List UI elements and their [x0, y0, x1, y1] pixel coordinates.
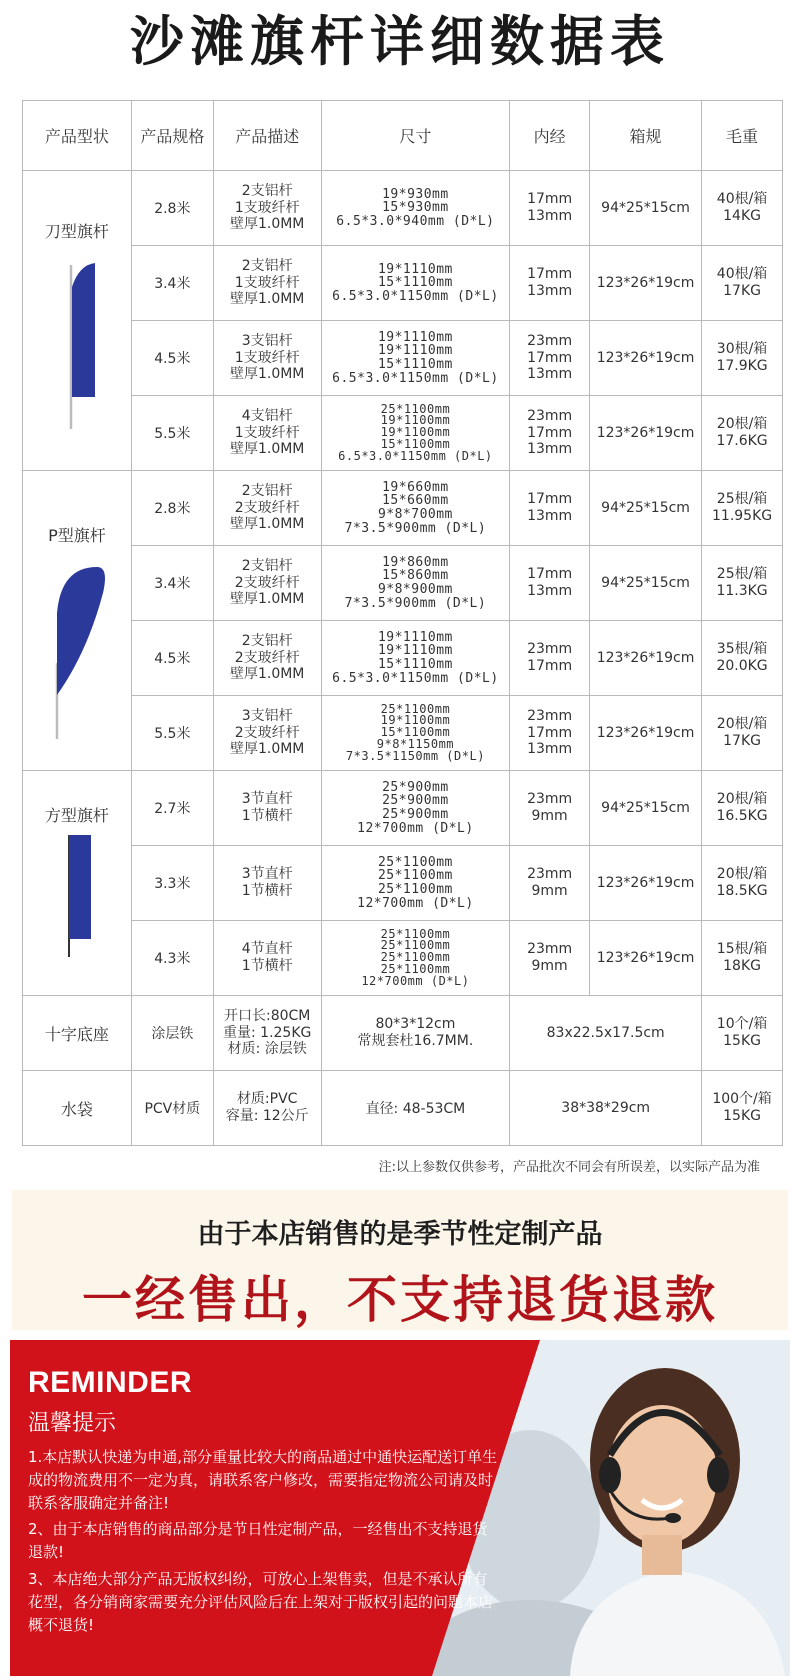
- size-cell-line: 19*1110mm: [377, 261, 453, 277]
- table-row: [23, 846, 783, 921]
- desc-cell-line: 2支玻纤杆: [234, 574, 300, 591]
- weight-cell: [702, 696, 783, 771]
- size-cell-line: 7*3.5*900mm (D*L): [344, 595, 487, 611]
- inner-cell-line: 23mm: [527, 407, 573, 424]
- weight-cell-line: 20根/箱: [716, 716, 768, 733]
- weight-cell-line: 17KG: [723, 733, 761, 749]
- inner-cell-line: 17mm: [527, 566, 573, 583]
- spec-cell: 2.8米: [131, 471, 213, 546]
- size-cell-line: 15*1110mm: [377, 357, 453, 372]
- weight-cell-line: 20根/箱: [716, 791, 768, 808]
- table-row: [23, 1071, 783, 1146]
- desc-cell-line: 开口长:80CM: [224, 1007, 311, 1024]
- inner-cell-line: 17mm: [527, 424, 573, 441]
- size-cell-line: 6.5*3.0*1150mm (D*L): [332, 288, 499, 304]
- footnote: 注:以上参数仅供参考，产品批次不同会有所误差，以实际产品为准: [378, 1160, 760, 1175]
- size-cell-line: 15*930mm: [382, 200, 449, 216]
- box-cell: 123*26*19cm: [590, 921, 702, 996]
- desc-cell-line: 3支铝杆: [241, 707, 293, 724]
- weight-cell: [702, 1071, 783, 1146]
- size-cell: [321, 471, 510, 546]
- size-cell-line: 6.5*3.0*1150mm (D*L): [332, 370, 499, 386]
- shape-cell: [23, 471, 132, 771]
- header-weight: 毛重: [702, 101, 783, 171]
- size-cell-line: 25*1100mm: [377, 882, 453, 897]
- size-cell-line: 25*900mm: [382, 807, 449, 822]
- desc-cell-line: 壁厚1.0MM: [229, 516, 305, 533]
- weight-cell-line: 40根/箱: [716, 266, 768, 283]
- inner-cell: [510, 321, 590, 396]
- desc-cell-line: 3支铝杆: [241, 332, 293, 349]
- weight-cell: [702, 396, 783, 471]
- size-cell-line: 25*1100mm: [380, 961, 451, 976]
- inner-cell-line: 9mm: [531, 808, 568, 824]
- box-cell: 123*26*19cm: [590, 246, 702, 321]
- inner-cell-line: 23mm: [527, 332, 573, 349]
- desc-cell-line: 1支玻纤杆: [234, 199, 300, 216]
- notice-subtitle: 由于本店销售的是季节性定制产品: [197, 1219, 603, 1250]
- inner-cell-line: 13mm: [527, 283, 573, 299]
- weight-cell-line: 10个/箱: [716, 1016, 768, 1033]
- shape-cell: 十字底座: [23, 996, 132, 1071]
- desc-cell-line: 3节直杆: [241, 791, 293, 808]
- reminder-banner: [10, 1340, 790, 1676]
- weight-cell-line: 17.9KG: [716, 358, 768, 374]
- size-cell-line: 15*1110mm: [377, 275, 453, 291]
- desc-cell: [213, 696, 321, 771]
- size-cell-line: 19*660mm: [382, 479, 449, 495]
- teardrop-flag-icon: [47, 563, 107, 743]
- size-cell-line: 15*860mm: [382, 568, 449, 584]
- box-cell: 123*26*19cm: [590, 696, 702, 771]
- size-cell-line: 15*1100mm: [380, 436, 451, 451]
- weight-cell-line: 100个/箱: [712, 1091, 772, 1108]
- size-cell-line: 25*1100mm: [380, 938, 451, 953]
- desc-cell-line: 重量: 1.25KG: [223, 1024, 312, 1041]
- inner-cell-line: 23mm: [527, 866, 573, 883]
- header-desc: 产品描述: [213, 101, 321, 171]
- inner-cell: [510, 171, 590, 246]
- weight-cell: [702, 546, 783, 621]
- box-cell: 123*26*19cm: [590, 846, 702, 921]
- weight-cell-line: 20根/箱: [716, 866, 768, 883]
- desc-cell-line: 壁厚1.0MM: [229, 216, 305, 233]
- rectangle-flag-icon: [57, 829, 97, 969]
- weight-cell: [702, 621, 783, 696]
- desc-cell-line: 壁厚1.0MM: [229, 666, 305, 683]
- box-cell: 123*26*19cm: [590, 621, 702, 696]
- size-cell-line: 12*700mm (D*L): [357, 820, 474, 836]
- desc-cell: [213, 396, 321, 471]
- box-cell: 123*26*19cm: [590, 321, 702, 396]
- weight-cell-line: 25根/箱: [716, 491, 768, 508]
- box-cell: 83x22.5x17.5cm: [510, 996, 702, 1071]
- no-return-notice: [12, 1190, 788, 1330]
- size-cell: [321, 171, 510, 246]
- inner-cell-line: 9mm: [531, 883, 568, 899]
- desc-cell: [213, 996, 321, 1071]
- weight-cell-line: 40根/箱: [716, 191, 768, 208]
- shape-name: 方型旗杆: [44, 806, 109, 825]
- spec-cell: 2.8米: [131, 171, 213, 246]
- weight-cell-line: 14KG: [723, 208, 761, 224]
- size-cell-line: 19*930mm: [382, 186, 449, 202]
- inner-cell-line: 23mm: [527, 941, 573, 958]
- size-cell: [321, 321, 510, 396]
- spec-cell: 2.7米: [131, 771, 213, 846]
- desc-cell: [213, 171, 321, 246]
- table-header-row: [23, 101, 783, 171]
- size-cell-line: 19*1110mm: [377, 343, 453, 359]
- shape-cell: [23, 171, 132, 471]
- desc-cell-line: 2支铝杆: [241, 632, 293, 649]
- inner-cell: [510, 771, 590, 846]
- inner-cell: [510, 396, 590, 471]
- size-cell-line: 19*1110mm: [377, 643, 453, 659]
- size-cell-line: 25*1100mm: [377, 854, 453, 870]
- table-row: [23, 321, 783, 396]
- inner-cell-line: 13mm: [527, 741, 573, 758]
- size-cell-line: 25*1100mm: [380, 401, 451, 416]
- size-cell-line: 19*1100mm: [380, 425, 451, 440]
- weight-cell: [702, 846, 783, 921]
- table-row: [23, 546, 783, 621]
- page-title: 沙滩旗杆详细数据表: [130, 10, 670, 73]
- weight-cell-line: 15根/箱: [716, 941, 768, 958]
- table-row: [23, 696, 783, 771]
- desc-cell-line: 2支玻纤杆: [234, 649, 300, 666]
- inner-cell-line: 17mm: [527, 658, 573, 674]
- size-cell-line: 19*860mm: [382, 554, 449, 570]
- size-cell: [321, 396, 510, 471]
- size-cell: [321, 846, 510, 921]
- inner-cell-line: 23mm: [527, 641, 573, 658]
- weight-cell-line: 20根/箱: [716, 416, 768, 433]
- inner-cell-line: 13mm: [527, 366, 573, 383]
- spec-table: [22, 100, 783, 1146]
- size-cell-line: 15*660mm: [382, 493, 449, 509]
- desc-cell-line: 2支铝杆: [241, 557, 293, 574]
- size-cell: [321, 771, 510, 846]
- inner-cell-line: 13mm: [527, 441, 573, 458]
- header-inner: 内经: [510, 101, 590, 171]
- inner-cell: [510, 621, 590, 696]
- inner-cell-line: 13mm: [527, 208, 573, 224]
- desc-cell-line: 1支玻纤杆: [234, 424, 300, 441]
- spec-cell: 5.5米: [131, 696, 213, 771]
- weight-cell: [702, 321, 783, 396]
- desc-cell-line: 1支玻纤杆: [234, 274, 300, 291]
- weight-cell: [702, 471, 783, 546]
- desc-cell-line: 3节直杆: [241, 866, 293, 883]
- desc-cell: [213, 546, 321, 621]
- reminder-item: 3、本店绝大部分产品无版权纠纷，可放心上架售卖，但是不承认所有花型，各分销商家需要充分评估风险后在上架对于版权引起的问题本店概不退货!: [28, 1570, 494, 1634]
- inner-cell: [510, 846, 590, 921]
- desc-cell: [213, 471, 321, 546]
- desc-cell: [213, 621, 321, 696]
- table-row: [23, 396, 783, 471]
- size-cell-line: 9*8*700mm: [377, 507, 453, 522]
- desc-cell-line: 壁厚1.0MM: [229, 741, 305, 758]
- desc-cell: [213, 321, 321, 396]
- size-cell-line: 19*1100mm: [380, 413, 451, 428]
- desc-cell-line: 2支玻纤杆: [234, 724, 300, 741]
- table-row: [23, 996, 783, 1071]
- shape-name: P型旗杆: [48, 526, 106, 545]
- desc-cell-line: 2支铝杆: [241, 182, 293, 199]
- inner-cell-line: 17mm: [527, 349, 573, 366]
- inner-cell-line: 17mm: [527, 491, 573, 508]
- box-cell: 94*25*15cm: [590, 546, 702, 621]
- desc-cell-line: 容量: 12公斤: [225, 1108, 309, 1124]
- size-cell: [321, 546, 510, 621]
- reminder-item: 2、由于本店销售的商品部分是节日性定制产品，一经售出不支持退货退款!: [28, 1520, 488, 1561]
- weight-cell-line: 17KG: [723, 283, 761, 299]
- size-cell-line: 25*900mm: [382, 779, 449, 795]
- table-row: [23, 471, 783, 546]
- weight-cell-line: 20.0KG: [716, 658, 768, 674]
- size-cell-line: 19*1110mm: [377, 629, 453, 645]
- desc-cell-line: 2支铝杆: [241, 257, 293, 274]
- weight-cell-line: 17.6KG: [716, 433, 768, 449]
- inner-cell: [510, 471, 590, 546]
- desc-cell-line: 壁厚1.0MM: [229, 441, 305, 458]
- size-cell-line: 25*1100mm: [377, 868, 453, 884]
- weight-cell-line: 18.5KG: [716, 883, 768, 899]
- shape-cell: 水袋: [23, 1071, 132, 1146]
- inner-cell-line: 23mm: [527, 791, 573, 808]
- desc-cell-line: 1节横杆: [241, 883, 293, 899]
- spec-cell: 4.5米: [131, 621, 213, 696]
- weight-cell-line: 18KG: [723, 958, 761, 974]
- notice-headline: 一经售出，不支持退货退款: [82, 1271, 718, 1329]
- spec-cell: 4.5米: [131, 321, 213, 396]
- desc-cell: [213, 846, 321, 921]
- inner-cell-line: 9mm: [531, 958, 568, 974]
- size-cell: [321, 996, 510, 1071]
- box-cell: 38*38*29cm: [510, 1071, 702, 1146]
- desc-cell-line: 4节直杆: [241, 941, 293, 958]
- table-row: [23, 621, 783, 696]
- size-cell-line: 12*700mm (D*L): [361, 973, 470, 988]
- weight-cell-line: 35根/箱: [716, 641, 768, 658]
- size-cell-line: 6.5*3.0*1150mm (D*L): [338, 448, 493, 463]
- weight-cell: [702, 771, 783, 846]
- size-cell-line: 12*700mm (D*L): [357, 895, 474, 911]
- reminder-title: REMINDER: [28, 1366, 193, 1399]
- weight-cell-line: 15KG: [723, 1108, 761, 1124]
- box-cell: 94*25*15cm: [590, 171, 702, 246]
- desc-cell: [213, 246, 321, 321]
- inner-cell-line: 13mm: [527, 508, 573, 524]
- weight-cell-line: 25根/箱: [716, 566, 768, 583]
- desc-cell: [213, 771, 321, 846]
- desc-cell-line: 2支铝杆: [241, 482, 293, 499]
- inner-cell: [510, 696, 590, 771]
- size-cell-line: 7*3.5*1150mm (D*L): [345, 748, 485, 763]
- feather-flag-icon: [57, 257, 97, 437]
- spec-cell: 4.3米: [131, 921, 213, 996]
- box-cell: 123*26*19cm: [590, 396, 702, 471]
- weight-cell-line: 11.95KG: [712, 508, 773, 524]
- size-cell-line: 9*8*1150mm: [376, 736, 455, 751]
- size-cell-line: 常规套杜16.7MM.: [357, 1033, 474, 1049]
- size-cell-line: 80*3*12cm: [375, 1016, 456, 1033]
- reminder-item: 1.本店默认快递为申通,部分重量比较大的商品通过中通快运配送订单生成的物流费用不一定为真，请联系客户修改，需要指定物流公司请及时联系客服确定并备注!: [28, 1448, 498, 1512]
- shape-cell: [23, 771, 132, 996]
- size-cell-line: 15*1110mm: [377, 657, 453, 672]
- spec-cell: 3.4米: [131, 546, 213, 621]
- size-cell-line: 19*1100mm: [380, 713, 451, 728]
- inner-cell-line: 13mm: [527, 583, 573, 599]
- table-row: [23, 246, 783, 321]
- size-cell-line: 25*1100mm: [380, 701, 451, 716]
- size-cell-line: 6.5*3.0*1150mm (D*L): [332, 670, 499, 686]
- size-cell-line: 9*8*900mm: [377, 582, 453, 597]
- desc-cell-line: 1节横杆: [241, 958, 293, 974]
- weight-cell: [702, 921, 783, 996]
- size-cell: [321, 246, 510, 321]
- spec-cell: PCV材质: [131, 1071, 213, 1146]
- desc-cell: [213, 921, 321, 996]
- spec-cell: 5.5米: [131, 396, 213, 471]
- size-cell-line: 6.5*3.0*940mm (D*L): [336, 213, 495, 229]
- desc-cell-line: 1支玻纤杆: [234, 349, 300, 366]
- size-cell: [321, 621, 510, 696]
- header-box: 箱规: [590, 101, 702, 171]
- size-cell-line: 15*1100mm: [380, 725, 451, 740]
- size-cell: [321, 696, 510, 771]
- table-row: [23, 921, 783, 996]
- desc-cell-line: 壁厚1.0MM: [229, 366, 305, 383]
- weight-cell-line: 30根/箱: [716, 341, 768, 358]
- header-shape: 产品型状: [23, 101, 132, 171]
- weight-cell: [702, 246, 783, 321]
- desc-cell-line: 材质:PVC: [236, 1091, 298, 1108]
- desc-cell-line: 1节横杆: [241, 808, 293, 824]
- header-size: 尺寸: [321, 101, 510, 171]
- shape-name: 刀型旗杆: [44, 222, 109, 241]
- size-cell-line: 25*900mm: [382, 793, 449, 809]
- inner-cell: [510, 246, 590, 321]
- desc-cell: [213, 1071, 321, 1146]
- inner-cell-line: 17mm: [527, 191, 573, 208]
- desc-cell-line: 材质: 涂层铁: [227, 1041, 307, 1058]
- spec-cell: 3.3米: [131, 846, 213, 921]
- spec-cell: 涂层铁: [131, 996, 213, 1071]
- header-spec: 产品规格: [131, 101, 213, 171]
- size-cell-line: 25*1100mm: [380, 950, 451, 965]
- desc-cell-line: 4支铝杆: [241, 407, 293, 424]
- inner-cell-line: 23mm: [527, 707, 573, 724]
- size-cell: 直径: 48-53CM: [321, 1071, 510, 1146]
- weight-cell: [702, 996, 783, 1071]
- inner-cell-line: 17mm: [527, 724, 573, 741]
- weight-cell-line: 16.5KG: [716, 808, 768, 824]
- desc-cell-line: 2支玻纤杆: [234, 499, 300, 516]
- box-cell: 94*25*15cm: [590, 471, 702, 546]
- weight-cell-line: 15KG: [723, 1033, 761, 1049]
- spec-cell: 3.4米: [131, 246, 213, 321]
- reminder-subtitle: 温馨提示: [28, 1411, 117, 1436]
- size-cell: [321, 921, 510, 996]
- box-cell: 94*25*15cm: [590, 771, 702, 846]
- inner-cell: [510, 546, 590, 621]
- weight-cell-line: 11.3KG: [716, 583, 768, 599]
- inner-cell: [510, 921, 590, 996]
- size-cell-line: 19*1110mm: [377, 329, 453, 345]
- table-row: [23, 171, 783, 246]
- weight-cell: [702, 171, 783, 246]
- desc-cell-line: 壁厚1.0MM: [229, 291, 305, 308]
- inner-cell-line: 17mm: [527, 266, 573, 283]
- table-row: [23, 771, 783, 846]
- size-cell-line: 7*3.5*900mm (D*L): [344, 520, 487, 536]
- size-cell-line: 25*1100mm: [380, 926, 451, 941]
- desc-cell-line: 壁厚1.0MM: [229, 591, 305, 608]
